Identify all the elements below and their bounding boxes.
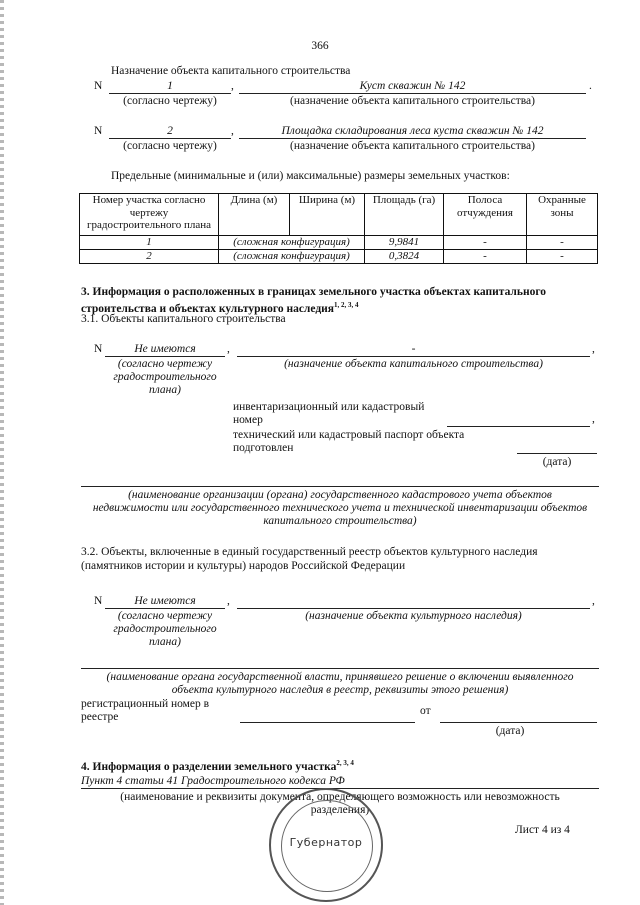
passport-date-caption: (дата): [542, 456, 572, 468]
org-caption-1: (наименование организации (органа) государственного кадастрового учета объектов: [128, 489, 552, 501]
s32-prefix: N: [94, 595, 103, 607]
cell-configuration: (сложная конфигурация): [219, 236, 365, 250]
cell-alienation: -: [444, 236, 527, 250]
gov-caption-1: (наименование органа государственной власти, принявшего решение о включении выявленного: [106, 671, 574, 683]
s32-caption-right: (назначение объекта культурного наследия): [305, 610, 522, 622]
purpose-label: Назначение объекта капитального строительства: [111, 65, 351, 77]
object-2-name-caption: (назначение объекта капитального строительства): [290, 140, 535, 152]
reg-label-2: реестре: [81, 711, 119, 723]
inventory-label-2: номер: [233, 414, 263, 426]
org-caption-2: недвижимости или государственного технического учета и технической инвентаризации объектов: [92, 502, 588, 514]
object-1-prefix: N: [94, 80, 103, 92]
s32-caption-left-3: плана): [149, 636, 181, 648]
page-number: 366: [311, 40, 329, 52]
document-page: 366 Назначение объекта капитального строительства N 1 , Куст скважин № 142 . (согласно чертежу) (назначение объекта капитального строительства) N 2 , Площадка складирования леса куста скважин № 142 (согласно чертежу) (назначение объекта капитального строительства) Предельные (минимальные и (или) максимальные) размеры земельных участков: Номер участка согласно чертежу градостроительного плана Длина (м) Ширина (м) Площадь (га) Полоса отчуждения Охранные зоны 1 (сложная конфигурация) 9,9841 - - 2 (сложная конфигурация) 0,3824 - - 3. Информация о расположенных в границах земельного участка объектах капитального строительства и объектах культурного наследия$^{1, 2, 3, 4}$ 3.1. Объекты капитального строительства N Не имеются , - , (согласно чертежу градостроительного плана) (назначение объекта капитального строительства) инвентаризационный или кадастровый номер , технический или кадастровый паспорт объекта подготовлен (дата) (наименование организации (органа) государственного кадастрового учета объектов недвижимости или государственного технического учета и технической инвентаризации объектов капитального строительства) 3.2. Объекты, включенные в единый государственный реестр объектов культурного наследия (памятников истории и культуры) народов Российской Федерации N Не имеются , , (согласно чертежу градостроительного плана) (назначение объекта культурного наследия) (наименование органа государственной власти, принявшего решение о включении выявленного объекта культурного наследия в реестр, реквизиты этого решения) регистрационный номер в реестре от (дата) 4. Информация о разделении земельного участка$^{2, 3, 4}$ Пункт 4 статьи 41 Градостроительного кодекса РФ (наименование и реквизиты документа, определяющего возможность или невозможность разделения) Лист 4 из 4 Губернатор: [0, 0, 640, 905]
passport-label-1: технический или кадастровый паспорт объекта: [233, 429, 465, 441]
header-length: Длина (м): [219, 194, 290, 236]
inventory-label-1: инвентаризационный или кадастровый: [233, 401, 425, 413]
gov-caption-2: объекта культурного наследия в реестр, реквизиты этого решения): [171, 684, 509, 696]
object-2-num-caption: (согласно чертежу): [123, 140, 217, 152]
cell-zones: -: [527, 236, 598, 250]
object-2-number: 2: [167, 125, 173, 137]
header-plot-number: Номер участка согласно чертежу градостроительного плана: [80, 194, 219, 236]
cell-area: 9,9841: [365, 236, 444, 250]
cell-plot-number: 1: [80, 236, 219, 250]
object-1-name: Куст скважин № 142: [359, 80, 466, 92]
table-row: [80, 250, 598, 264]
s31-number: Не имеются: [134, 343, 196, 355]
land-sizes-table: [79, 193, 598, 264]
object-2-prefix: N: [94, 125, 103, 137]
s32-caption-left-1: (согласно чертежу: [117, 610, 213, 622]
s31-caption-left-1: (согласно чертежу: [117, 358, 213, 370]
org-caption-3: капитального строительства): [263, 515, 417, 527]
s32-caption-left-2: градостроительного: [113, 623, 217, 635]
reg-from: от: [420, 705, 431, 717]
header-alienation-strip: Полоса отчуждения: [444, 194, 527, 236]
reg-label-1: регистрационный номер в: [81, 698, 210, 710]
cell-area: 0,3824: [365, 250, 444, 264]
s31-caption-right: (назначение объекта капитального строительства): [284, 358, 543, 370]
cell-plot-number: 2: [80, 250, 219, 264]
section-3-2-line1: 3.2. Объекты, включенные в единый государственный реестр объектов культурного наследия: [81, 546, 538, 558]
table-row: [80, 236, 598, 250]
section-3-1-title: 3.1. Объекты капитального строительства: [81, 313, 286, 325]
header-protected-zones: Охранные зоны: [527, 194, 598, 236]
section-3-title-line2: строительства и объектах культурного наследия$^{1, 2, 3, 4}$: [81, 301, 359, 315]
sheet-number: Лист 4 из 4: [515, 824, 570, 836]
section-4-caption-1: (наименование и реквизиты документа, определяющего возможность или невозможность: [120, 791, 560, 803]
s31-name: -: [411, 343, 416, 355]
object-1-num-caption: (согласно чертежу): [123, 95, 217, 107]
object-1-name-caption: (назначение объекта капитального строительства): [290, 95, 535, 107]
reg-date-caption: (дата): [495, 725, 525, 737]
passport-label-2: подготовлен: [233, 442, 294, 454]
s31-prefix: N: [94, 343, 103, 355]
cell-alienation: -: [444, 250, 527, 264]
s32-number: Не имеются: [134, 595, 196, 607]
object-1-number: 1: [167, 80, 173, 92]
header-width: Ширина (м): [290, 194, 365, 236]
cell-zones: -: [527, 250, 598, 264]
official-stamp: [269, 788, 383, 902]
table-header-row: [80, 194, 598, 236]
section-4-title: 4. Информация о разделении земельного участка$^{2, 3, 4}$: [81, 759, 354, 773]
sizes-label: Предельные (минимальные и (или) максимальные) размеры земельных участков:: [111, 170, 510, 182]
section-3-2-line2: (памятников истории и культуры) народов Российской Федерации: [81, 560, 406, 572]
object-2-name: Площадка складирования леса куста скважин № 142: [281, 125, 544, 137]
cell-configuration: (сложная конфигурация): [219, 250, 365, 264]
header-area: Площадь (га): [365, 194, 444, 236]
section-4-caption-2: разделения): [310, 804, 370, 816]
section-4-value: Пункт 4 статьи 41 Градостроительного кодекса РФ: [81, 775, 345, 787]
s31-caption-left-3: плана): [149, 384, 181, 396]
stamp-text: Губернатор: [289, 836, 363, 849]
section-3-title-line1: 3. Информация о расположенных в границах земельного участка объектах капитального: [81, 286, 547, 298]
s31-caption-left-2: градостроительного: [113, 371, 217, 383]
scan-edge: [0, 0, 4, 905]
